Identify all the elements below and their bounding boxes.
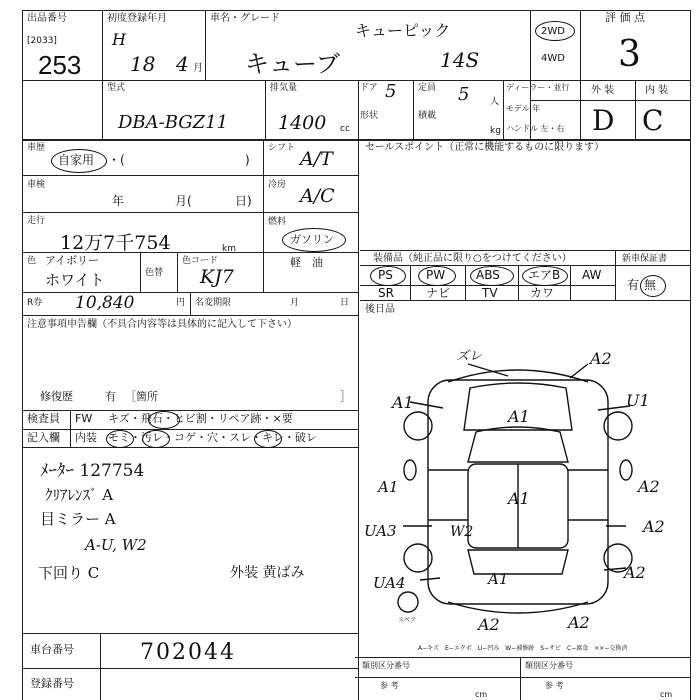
recycle-label: R券 [27, 298, 43, 308]
exterior-grade: D [592, 104, 615, 137]
mirror-left [404, 460, 416, 480]
car-damage-diagram [358, 330, 690, 657]
note-clear-lens: ｸﾘｱﾚﾝｽﾞ A [45, 486, 114, 504]
drive-2wd: 2WD [541, 26, 565, 37]
equip-abs: ABS [476, 268, 500, 282]
damage-right-front-a2: A2 [638, 477, 660, 496]
registration-number-label: 登録番号 [30, 677, 74, 690]
fuel-label: 燃料 [268, 217, 287, 227]
shaken-year: 年 [112, 194, 125, 208]
sales-point-label: セールスポイント（正常に機能するものに限ります） [365, 142, 605, 153]
fuel-diesel: 軽 油 [290, 256, 323, 269]
first-registration-label: 初度登録年月 [107, 13, 167, 24]
note-underbody: 下回り C [38, 564, 100, 582]
score: 3 [618, 34, 641, 75]
interior-label-row: 内装 [75, 431, 97, 444]
car-name-grade-label: 車名・グレード [210, 13, 280, 24]
recycle: 10,840 [75, 293, 135, 313]
model-year-label: モデル 年 [506, 104, 541, 113]
color-kana: アイボリー [45, 254, 100, 267]
note-a-u-w2: A-U, W2 [85, 536, 147, 554]
load-label: 積載 [418, 111, 437, 121]
expiry-day: 日 [340, 298, 350, 308]
interior-label: 内 装 [645, 85, 669, 96]
exterior-damage-items: キズ・飛石・ヒビ割・リペア跡・×要 [108, 412, 293, 425]
shift: A/T [300, 148, 333, 170]
mileage: 12万7千754 [60, 232, 171, 254]
lot-code: [2033] [27, 36, 57, 46]
ac: A/C [300, 185, 335, 207]
damage-right-u1: U1 [626, 391, 650, 410]
shape-label: 形状 [360, 111, 379, 121]
displacement: 1400 [278, 112, 327, 134]
category-label: 類別区分番号 [362, 661, 410, 670]
note-meter: ﾒｰﾀｰ 127754 [40, 461, 145, 481]
registration-month: 4 [176, 52, 189, 76]
interior-grade: C [642, 104, 664, 137]
capacity-label: 定員 [418, 83, 437, 93]
color-label: 色 [27, 256, 37, 266]
person-unit: 人 [490, 97, 500, 107]
doors-label: ドア [360, 83, 378, 93]
shaken-day: 日) [235, 194, 252, 208]
warranty-label: 新車保証書 [622, 254, 668, 264]
equip-sr: SR [378, 286, 394, 300]
use-value: 自家用 [58, 153, 95, 167]
color: ホワイト [45, 271, 105, 289]
dealer-label: ディーラー・並行 [506, 83, 570, 92]
note-mirror: 目ミラー A [40, 510, 116, 528]
handle-label: ハンドル 左・右 [506, 124, 565, 133]
warranty-yes: 有 [627, 278, 640, 292]
yen-unit: 円 [176, 298, 186, 308]
car-rear-window [468, 550, 568, 574]
interior-damage-items: モミ・汚レ・コゲ・穴・スレ・キレ・破レ [108, 431, 317, 444]
car-windshield [468, 427, 568, 462]
equip-airbag: エアB [528, 268, 561, 282]
equip-tv: TV [482, 286, 498, 300]
cm-unit: cm [475, 690, 488, 699]
equip-aw: AW [582, 268, 602, 282]
grade: 14S [440, 48, 480, 72]
ac-label: 冷房 [268, 180, 287, 190]
repair-label: 修復歴 [40, 390, 73, 403]
use-label: 車歴 [27, 143, 46, 153]
km-unit: km [222, 244, 236, 254]
damage-rear-a1: A1 [488, 570, 509, 588]
use-close: ) [245, 153, 250, 167]
inspector-label: 検査員 [27, 412, 60, 425]
drive-4wd: 4WD [541, 53, 565, 64]
shift-label: シフト [268, 143, 296, 153]
model: DBA-BGZ11 [118, 112, 229, 133]
spare-tire [398, 592, 418, 612]
record-label: 記入欄 [27, 431, 60, 444]
damage-left-ua4: UA4 [373, 574, 406, 592]
equipment-title: 装備品（純正品に限り○をつけてください） [373, 253, 572, 264]
damage-roof-u1: A1 [508, 489, 530, 508]
damage-rear-right-a2: A2 [568, 613, 590, 632]
registration-year: 18 [130, 52, 156, 76]
damage-hood-a1: A1 [508, 407, 530, 426]
chassis-label: 車台番号 [30, 643, 74, 656]
damage-left-ua3: UA3 [364, 522, 397, 540]
equip-navi: ナビ [426, 286, 451, 300]
color-change-label: 色替 [145, 268, 164, 278]
note-exterior-yellowing: 外装 黄ばみ [230, 565, 305, 581]
damage-right-rear-a2: A2 [643, 517, 665, 536]
damage-front-right-a2: A2 [590, 349, 612, 368]
car-name-kana: キューピック [355, 21, 451, 40]
capacity: 5 [458, 84, 470, 105]
fuel-gasoline: ガソリン [290, 233, 334, 246]
score-label: 評 価 点 [605, 11, 645, 24]
exterior-label: 外 装 [591, 85, 615, 96]
doors: 5 [385, 81, 397, 102]
reference-label: 参 考 [380, 681, 399, 690]
equip-pw: PW [426, 268, 446, 282]
mirror-right [620, 460, 632, 480]
repair-place: ［箇所 [125, 390, 158, 403]
damage-right-a2: A2 [624, 563, 646, 582]
displacement-label: 排気量 [270, 83, 298, 93]
spare-label: スペア [398, 617, 417, 624]
declaration-label: 注意事項申告欄（不具合内容等は具体的に記入して下さい） [27, 319, 297, 330]
repair-has: 有 [105, 390, 116, 403]
model-label: 型式 [107, 83, 126, 93]
color-code-label: 色コード [182, 256, 219, 266]
category-label-right: 類別区分番号 [525, 661, 573, 670]
use-suffix: ・( [108, 153, 125, 167]
color-code: KJ7 [200, 266, 234, 288]
expiry-month: 月 [290, 298, 300, 308]
mileage-label: 走行 [27, 216, 46, 226]
cm-unit-right: cm [660, 690, 673, 699]
lot-number: 253 [38, 50, 82, 80]
reference-label-right: 参 考 [545, 681, 564, 690]
equip-leather: カワ [530, 286, 555, 300]
damage-rear-bumper-a2: A2 [478, 615, 500, 634]
registration-era: H [112, 30, 126, 49]
damage-legend: A−キズ E−エクボ U−凹み W−補修跡 S−サビ C−腐食 ××−交換済 [418, 645, 628, 652]
warranty-no: 無 [644, 278, 657, 292]
shaken-month: 月( [175, 194, 192, 208]
expiry-label: 名変期限 [195, 298, 232, 308]
shaken-label: 車検 [27, 180, 46, 190]
kg-unit: kg [490, 126, 501, 136]
lot-number-label: 出品番号 [27, 13, 67, 24]
equip-ps: PS [378, 268, 393, 282]
chassis-number: 702044 [140, 640, 236, 665]
repair-close: ］ [340, 390, 351, 403]
damage-left-door-a1: A1 [378, 478, 399, 496]
fw-label: FW [75, 412, 93, 425]
damage-front-shift: ズレ [456, 349, 483, 364]
cc-unit: cc [340, 124, 350, 134]
car-name: キューブ [245, 50, 340, 78]
month-unit: 月 [193, 63, 203, 74]
rear-items-label: 後日品 [365, 304, 395, 315]
damage-rear-w2: W2 [450, 524, 474, 540]
damage-left-a1: A1 [392, 393, 414, 412]
